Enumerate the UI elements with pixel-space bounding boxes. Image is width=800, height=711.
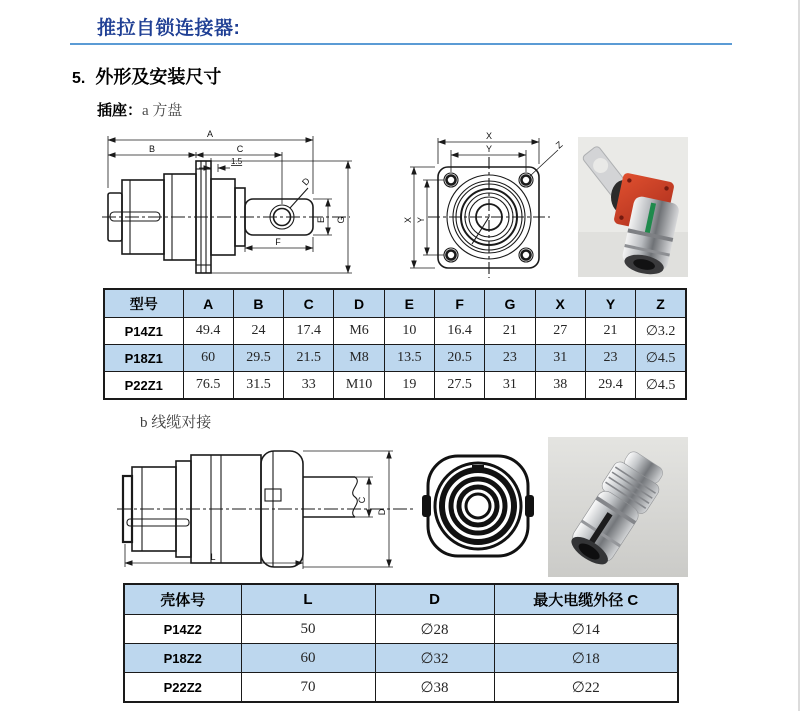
col-header: B [233, 289, 283, 318]
table-row: P22Z1 76.5 31.5 33 M10 19 27.5 31 38 29.4 ∅4.5 [104, 372, 686, 400]
table-header-row [124, 584, 678, 615]
col-header: D [334, 289, 384, 318]
dim-label-d: D [377, 508, 387, 516]
table-row: P18Z1 60 29.5 21.5 M8 13.5 20.5 23 31 23 ∅4.5 [104, 345, 686, 372]
col-header: 最大电缆外径 C [494, 584, 678, 615]
dim-label-d: D [300, 175, 312, 188]
dim-label-y-top: Y [485, 144, 493, 154]
col-header: E [384, 289, 434, 318]
table-row: P14Z2 50 ∅28 ∅14 [124, 615, 678, 644]
col-header: L [241, 584, 375, 615]
col-header: G [485, 289, 535, 318]
col-header: 型号 [104, 289, 183, 318]
table-row: P18Z2 60 ∅32 ∅18 [124, 644, 678, 673]
dim-label-x-left: X [403, 216, 413, 224]
plug-front-drawing [418, 443, 538, 569]
section-heading [72, 63, 221, 89]
table-header-row [104, 289, 686, 318]
dim-label-gap: 1.5 [231, 157, 243, 166]
dim-label-b: B [148, 144, 156, 154]
table-row: P22Z2 70 ∅38 ∅22 [124, 673, 678, 703]
dim-label-c: C [357, 496, 367, 504]
subsection-b-label: b 线缆对接 [140, 415, 212, 431]
plug-photo [548, 437, 688, 577]
col-header: Z [636, 289, 686, 318]
dim-label-g: G [336, 216, 346, 224]
dim-label-x-top: X [485, 131, 493, 141]
col-header: C [284, 289, 334, 318]
dim-label-l: L [210, 552, 216, 562]
table-row: P14Z1 49.4 24 17.4 M6 10 16.4 21 27 21 ∅3.2 [104, 318, 686, 345]
plug-side-drawing [115, 437, 425, 580]
cable [303, 477, 355, 517]
dimension-table-socket [103, 288, 687, 400]
subsection-a-label: 插座：a 方盘 [97, 102, 183, 119]
dim-label-c: C [236, 144, 244, 154]
section-number: 5. [72, 70, 86, 87]
socket-side-drawing [100, 128, 365, 286]
dim-label-y-left: Y [416, 216, 426, 224]
socket-photo [578, 137, 688, 277]
dim-label-z: Z [553, 139, 565, 151]
dim-label-f: F [275, 237, 281, 247]
col-header: X [535, 289, 585, 318]
col-header: D [375, 584, 494, 615]
col-header: Y [585, 289, 635, 318]
header-divider [70, 43, 732, 45]
dim-label-e: E [316, 216, 326, 224]
col-header: F [434, 289, 484, 318]
dimension-table-plug [123, 583, 679, 703]
socket-front-drawing [402, 128, 577, 286]
solder-tab [245, 199, 313, 235]
section-title: 外形及安装尺寸 [95, 67, 222, 87]
doc-title: 推拉自锁连接器: [97, 18, 241, 39]
col-header: 壳体号 [124, 584, 241, 615]
col-header: A [183, 289, 233, 318]
dim-label-a: A [206, 129, 214, 139]
